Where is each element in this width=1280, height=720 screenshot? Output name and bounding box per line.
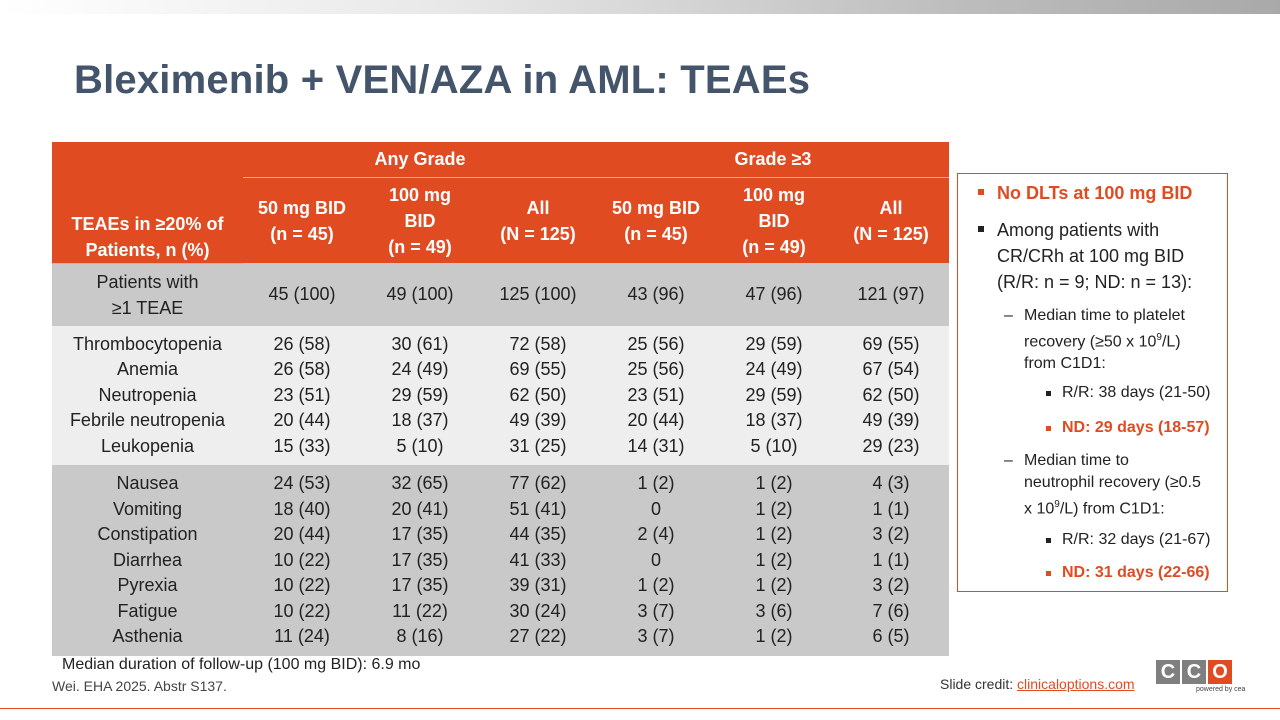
cell: 24 (49)	[715, 357, 833, 383]
logo-letter: C	[1156, 660, 1180, 684]
table-row	[52, 263, 949, 326]
cell: 43 (96)	[597, 263, 715, 326]
cell: 69 (55)	[833, 326, 949, 358]
cell: 1 (2)	[715, 465, 833, 497]
col-header: All (N = 125)	[833, 178, 949, 264]
cell: 11 (24)	[243, 624, 361, 656]
nonhematologic-section	[52, 465, 949, 656]
cell: 20 (41)	[361, 497, 479, 523]
followup-note: Median duration of follow-up (100 mg BID): 6.9 mo	[62, 656, 421, 673]
cell: 7 (6)	[833, 599, 949, 625]
logo-letter: O	[1208, 660, 1232, 684]
bullet-square-icon	[1046, 538, 1051, 543]
dash-marker: –	[1004, 452, 1013, 469]
row-label: Pyrexia	[52, 573, 243, 599]
platelet-rr: R/R: 38 days (21-50)	[1062, 384, 1211, 401]
bottom-rule	[0, 708, 1280, 709]
cell: 27 (22)	[479, 624, 597, 656]
col-header: 50 mg BID (n = 45)	[243, 178, 361, 264]
cell: 1 (1)	[833, 548, 949, 574]
cell: 20 (44)	[243, 522, 361, 548]
row-label: Thrombocytopenia	[52, 326, 243, 358]
cell: 10 (22)	[243, 573, 361, 599]
cell: 1 (1)	[833, 497, 949, 523]
cell: 49 (39)	[479, 408, 597, 434]
cell: 49 (100)	[361, 263, 479, 326]
cell: 4 (3)	[833, 465, 949, 497]
cell: 5 (10)	[361, 434, 479, 466]
table-row	[52, 624, 949, 656]
cell: 1 (2)	[715, 573, 833, 599]
cell: 20 (44)	[597, 408, 715, 434]
cell: 51 (41)	[479, 497, 597, 523]
table-row	[52, 408, 949, 434]
col-header: All (N = 125)	[479, 178, 597, 264]
cell: 10 (22)	[243, 599, 361, 625]
credit-link[interactable]: clinicaloptions.com	[1017, 676, 1135, 692]
table-row	[52, 573, 949, 599]
cell: 1 (2)	[597, 573, 715, 599]
cell: 32 (65)	[361, 465, 479, 497]
bullet-cr-patients: Among patients with CR/CRh at 100 mg BID (R/R: n = 9; ND: n = 13):	[997, 220, 1193, 292]
neutrophil-recovery-text: Median time to neutrophil recovery (≥0.5 x $10^9/L$) from C1D1:	[1024, 452, 1201, 518]
bullet-square-icon	[1046, 391, 1051, 396]
cell: 25 (56)	[597, 326, 715, 358]
cell: 10 (22)	[243, 548, 361, 574]
logo-letter: C	[1182, 660, 1206, 684]
cell: 31 (25)	[479, 434, 597, 466]
bullet-square-icon	[1046, 571, 1051, 576]
group-grade-3: Grade ≥3	[597, 142, 949, 178]
table-row	[52, 548, 949, 574]
cell: 72 (58)	[479, 326, 597, 358]
cell: 24 (49)	[361, 357, 479, 383]
slide-title: Bleximenib + VEN/AZA in AML: TEAEs	[74, 58, 811, 102]
key-findings-box	[957, 173, 1228, 592]
cell: 3 (2)	[833, 573, 949, 599]
cell: 1 (2)	[715, 497, 833, 523]
row-label: Febrile neutropenia	[52, 408, 243, 434]
cell: 30 (61)	[361, 326, 479, 358]
cell: 29 (59)	[715, 326, 833, 358]
cell: 1 (2)	[597, 465, 715, 497]
row-header: TEAEs in ≥20% of Patients, n (%)	[52, 142, 243, 263]
cell: 41 (33)	[479, 548, 597, 574]
cell: 17 (35)	[361, 522, 479, 548]
cell: 45 (100)	[243, 263, 361, 326]
cell: 125 (100)	[479, 263, 597, 326]
cell: 69 (55)	[479, 357, 597, 383]
cell: 0	[597, 497, 715, 523]
cell: 1 (2)	[715, 522, 833, 548]
row-label: Nausea	[52, 465, 243, 497]
cell: 6 (5)	[833, 624, 949, 656]
cell: 3 (7)	[597, 599, 715, 625]
row-label: Diarrhea	[52, 548, 243, 574]
table-row	[52, 497, 949, 523]
cell: 23 (51)	[597, 383, 715, 409]
neutrophil-rr: R/R: 32 days (21-67)	[1062, 531, 1211, 548]
col-header: 100 mg BID (n = 49)	[715, 178, 833, 264]
cell: 29 (59)	[361, 383, 479, 409]
cell: 77 (62)	[479, 465, 597, 497]
cell: 67 (54)	[833, 357, 949, 383]
col-header: 50 mg BID (n = 45)	[597, 178, 715, 264]
row-label: Leukopenia	[52, 434, 243, 466]
cell: 18 (37)	[715, 408, 833, 434]
table-row	[52, 383, 949, 409]
cell: 5 (10)	[715, 434, 833, 466]
cell: 17 (35)	[361, 573, 479, 599]
slide-credit: Slide credit: clinicaloptions.com	[940, 676, 1135, 692]
cell: 3 (2)	[833, 522, 949, 548]
cell: 26 (58)	[243, 326, 361, 358]
platelet-recovery-text: Median time to platelet recovery (≥50 x $10^9/L$) from C1D1:	[1024, 307, 1185, 373]
bullet-square-icon	[978, 189, 984, 195]
cell: 3 (6)	[715, 599, 833, 625]
cell: 18 (37)	[361, 408, 479, 434]
platelet-nd: ND: 29 days (18-57)	[1062, 419, 1210, 436]
cell: 20 (44)	[243, 408, 361, 434]
logo-tagline: powered by cea	[1196, 686, 1246, 693]
row-label: Patients with ≥1 TEAE	[52, 263, 243, 326]
cell: 39 (31)	[479, 573, 597, 599]
cell: 1 (2)	[715, 548, 833, 574]
group-any-grade: Any Grade	[243, 142, 597, 178]
cell: 24 (53)	[243, 465, 361, 497]
cell: 23 (51)	[243, 383, 361, 409]
cell: 25 (56)	[597, 357, 715, 383]
table-group-header-row	[52, 142, 949, 178]
table-row	[52, 357, 949, 383]
bullet-square-icon	[978, 226, 984, 232]
cell: 2 (4)	[597, 522, 715, 548]
bullet-square-icon	[1046, 426, 1051, 431]
row-label: Neutropenia	[52, 383, 243, 409]
row-label: Anemia	[52, 357, 243, 383]
row-label: Constipation	[52, 522, 243, 548]
dash-marker: –	[1004, 307, 1013, 324]
cell: 49 (39)	[833, 408, 949, 434]
cell: 62 (50)	[833, 383, 949, 409]
cell: 11 (22)	[361, 599, 479, 625]
cell: 8 (16)	[361, 624, 479, 656]
cell: 30 (24)	[479, 599, 597, 625]
cell: 15 (33)	[243, 434, 361, 466]
cell: 3 (7)	[597, 624, 715, 656]
bullet-no-dlts: No DLTs at 100 mg BID	[997, 183, 1193, 203]
table-row	[52, 599, 949, 625]
table-row	[52, 434, 949, 466]
row-label: Asthenia	[52, 624, 243, 656]
cell: 0	[597, 548, 715, 574]
row-label: Vomiting	[52, 497, 243, 523]
cell: 44 (35)	[479, 522, 597, 548]
table-row	[52, 465, 949, 497]
top-gradient-bar	[0, 0, 1280, 14]
cell: 17 (35)	[361, 548, 479, 574]
row-label: Fatigue	[52, 599, 243, 625]
cell: 29 (23)	[833, 434, 949, 466]
cell: 18 (40)	[243, 497, 361, 523]
table-row	[52, 326, 949, 358]
cell: 121 (97)	[833, 263, 949, 326]
citation: Wei. EHA 2025. Abstr S137.	[52, 678, 227, 694]
teae-table	[52, 142, 949, 656]
hematologic-section	[52, 326, 949, 466]
cell: 14 (31)	[597, 434, 715, 466]
cell: 29 (59)	[715, 383, 833, 409]
col-header: 100 mg BID (n = 49)	[361, 178, 479, 264]
cell: 62 (50)	[479, 383, 597, 409]
cell: 26 (58)	[243, 357, 361, 383]
cell: 1 (2)	[715, 624, 833, 656]
cell: 47 (96)	[715, 263, 833, 326]
table-row	[52, 522, 949, 548]
neutrophil-nd: ND: 31 days (22-66)	[1062, 564, 1210, 581]
